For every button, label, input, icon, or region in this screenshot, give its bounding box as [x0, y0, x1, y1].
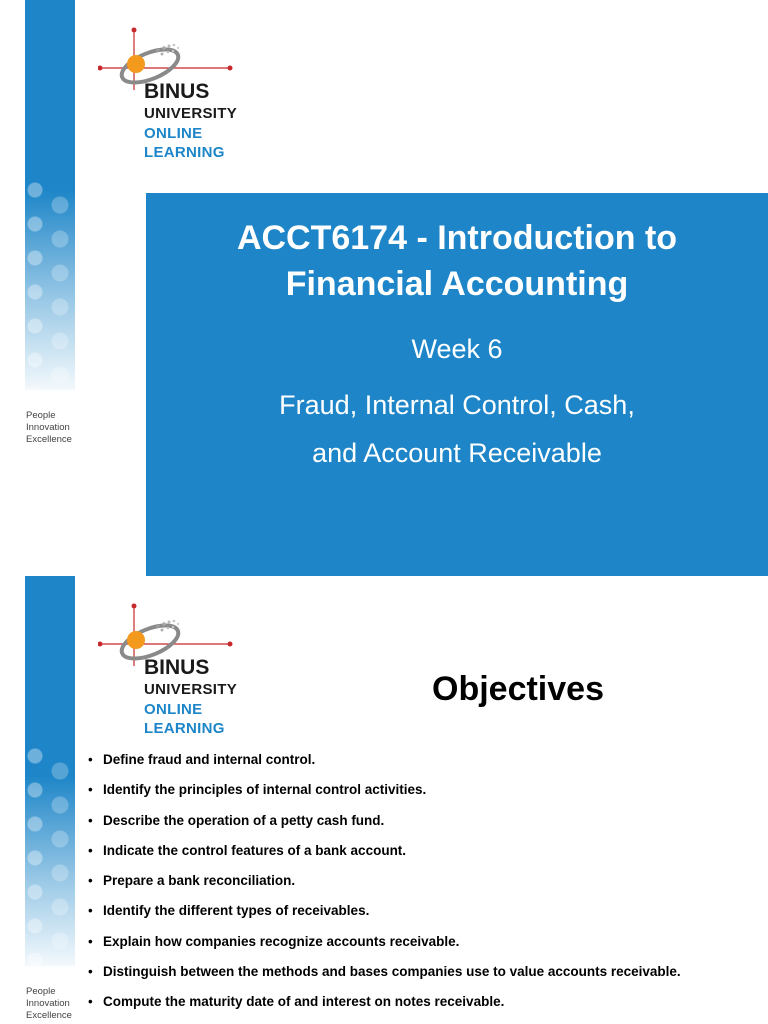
list-item — [88, 930, 728, 953]
tagline — [26, 986, 72, 1022]
decorative-side-strip — [25, 576, 75, 966]
decorative-side-strip — [25, 0, 75, 390]
course-title-line: Financial Accounting — [285, 265, 629, 303]
logo-text-learning: LEARNING — [144, 720, 225, 737]
objectives-heading: Objectives — [432, 670, 604, 708]
list-item — [88, 748, 728, 771]
bullet: • — [88, 752, 93, 767]
title-box — [146, 193, 768, 576]
tagline-line: Innovation — [26, 422, 70, 433]
list-item-text: Distinguish between the methods and bases companies use to value accounts receivable. — [103, 964, 681, 980]
tagline-line: People — [26, 986, 56, 997]
list-item — [88, 899, 728, 922]
logo-text-university: UNIVERSITY — [144, 681, 238, 698]
course-title — [146, 215, 768, 307]
list-item — [88, 778, 728, 801]
list-item-text: Define fraud and internal control. — [103, 752, 316, 767]
bullet: • — [88, 994, 93, 1010]
list-item-text: Identify the different types of receivables. — [103, 903, 370, 919]
objectives-list — [88, 748, 728, 1021]
logo-text-binus: BINUS — [144, 656, 210, 679]
bullet: • — [88, 903, 93, 919]
topic-title — [146, 381, 768, 477]
week-label: Week 6 — [411, 334, 503, 364]
bullet: • — [88, 782, 93, 798]
tagline-line: Excellence — [26, 1010, 72, 1021]
bullet: • — [88, 842, 93, 858]
list-item-text: Describe the operation of a petty cash fund. — [103, 812, 385, 828]
list-item-text: Identify the principles of internal control activities. — [103, 782, 427, 798]
list-item — [88, 839, 728, 862]
logo-text-binus: BINUS — [144, 80, 210, 103]
logo-emblem-icon — [98, 576, 248, 666]
tagline-line: Excellence — [26, 434, 72, 445]
list-item-text: Compute the maturity date of and interest on notes receivable. — [103, 994, 505, 1010]
logo-text-learning: LEARNING — [144, 144, 225, 161]
tagline-line: Innovation — [26, 998, 70, 1009]
list-item — [88, 809, 728, 832]
list-item-text: Explain how companies recognize accounts receivable. — [103, 933, 460, 949]
topic-line: and Account Receivable — [312, 438, 602, 468]
tagline — [26, 410, 72, 446]
objectives-slide — [0, 576, 768, 1024]
binus-logo — [98, 0, 248, 161]
logo-text-online: ONLINE — [144, 701, 203, 718]
list-item — [88, 869, 728, 892]
logo-emblem-icon — [98, 0, 248, 90]
binus-logo — [98, 576, 248, 737]
topic-line: Fraud, Internal Control, Cash, — [279, 390, 635, 420]
tagline-line: People — [26, 410, 56, 421]
list-item — [88, 960, 728, 983]
bullet: • — [88, 812, 93, 828]
bullet: • — [88, 873, 93, 889]
logo-text-online: ONLINE — [144, 125, 203, 142]
list-item-text: Prepare a bank reconciliation. — [103, 873, 296, 889]
list-item-text: Indicate the control features of a bank account. — [103, 842, 407, 858]
list-item — [88, 990, 728, 1013]
logo-text-university: UNIVERSITY — [144, 105, 238, 122]
bullet: • — [88, 933, 93, 949]
bullet: • — [88, 964, 93, 980]
course-title-line: ACCT6174 - Introduction to — [236, 219, 678, 257]
